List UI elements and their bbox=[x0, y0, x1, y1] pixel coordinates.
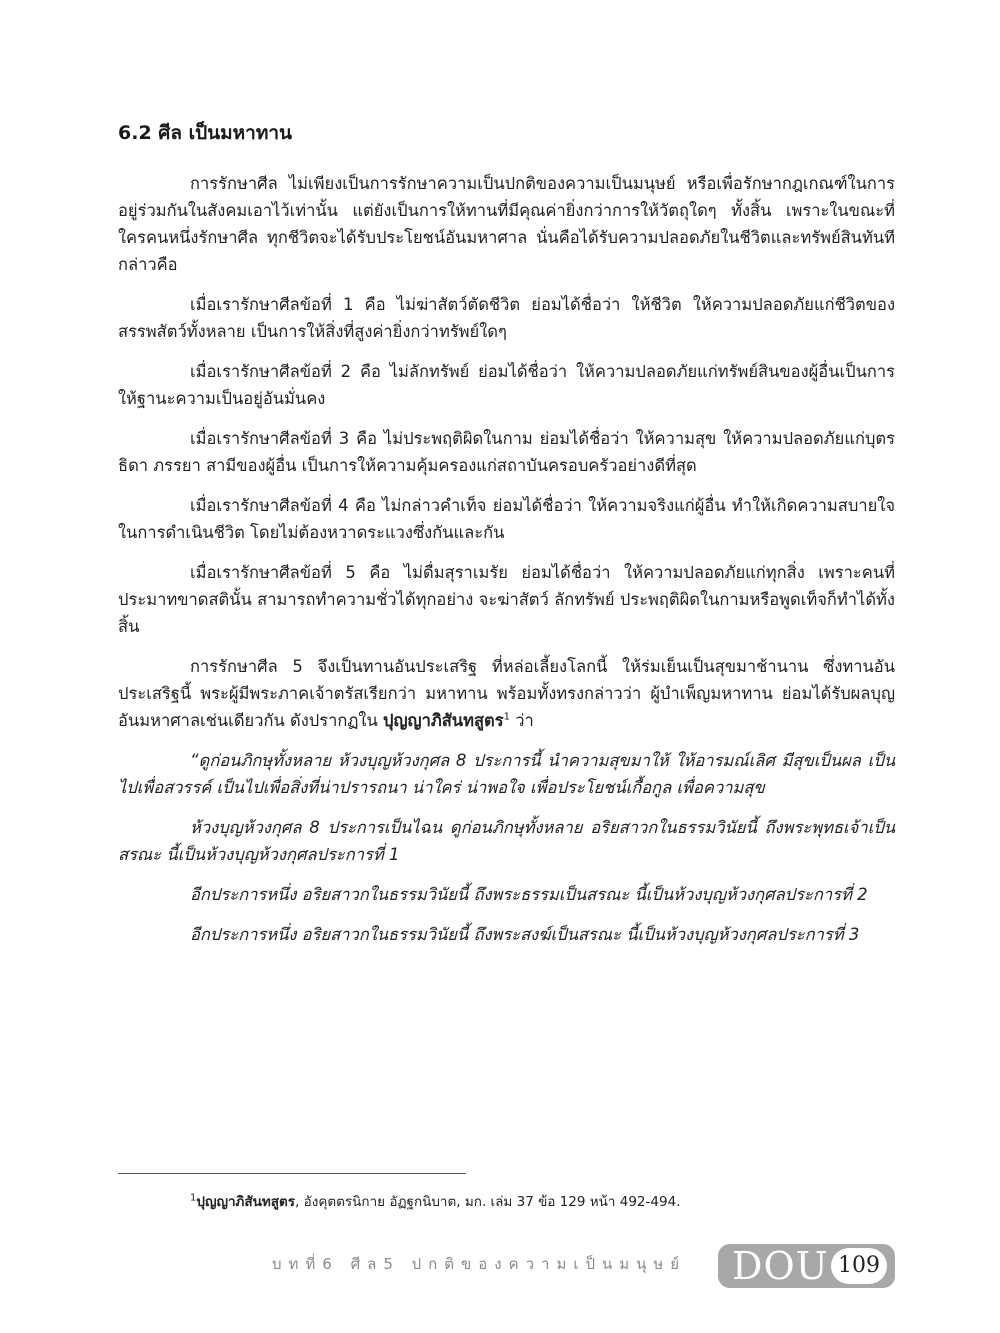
footnote-divider bbox=[118, 1173, 466, 1174]
paragraph-precept-3: เมื่อเรารักษาศีลข้อที่ 3 คือ ไม่ประพฤติผิดในกาม ย่อมได้ชื่อว่า ให้ความสุข ให้ความปลอดภัยแก่บุตร ธิดา ภรรยา สามีของผู้อื่น เป็นการให้ความคุ้มครองแก่สถาบันครอบครัวอย่างดีที่สุด bbox=[118, 429, 895, 475]
body-text bbox=[118, 170, 895, 961]
paragraph-summary bbox=[118, 653, 895, 734]
paragraph-precept-4: เมื่อเรารักษาศีลข้อที่ 4 คือ ไม่กล่าวคำเท็จ ย่อมได้ชื่อว่า ให้ความจริงแก่ผู้อื่น ทำให้เกิดความสบายใจในการดำเนินชีวิต โดยไม่ต้องหวาดระแวงซึ่งกันและกัน bbox=[118, 496, 895, 542]
summary-text: การรักษาศีล 5 จึงเป็นทานอันประเสริฐ ที่หล่อเลี้ยงโลกนี้ ให้ร่มเย็นเป็นสุขมาช้านาน ซึ่งทานอันประเสริฐนี้ พระผู้มีพระภาคเจ้าตรัสเรียกว่า มหาทาน พร้อมทั้งทรงกล่าวว่า ผู้บำเพ็ญมหาทาน ย่อมได้รับผลบุญอันมหาศาลเช่นเดียวกัน ดังปรากฏใน bbox=[118, 657, 895, 730]
paragraph-precept-2: เมื่อเรารักษาศีลข้อที่ 2 คือ ไม่ลักทรัพย์ ย่อมได้ชื่อว่า ให้ความปลอดภัยแก่ทรัพย์สินของผู้อื่นเป็นการให้ฐานะความเป็นอยู่อันมั่นคง bbox=[118, 362, 895, 408]
summary-tail: ว่า bbox=[509, 711, 534, 730]
paragraph-precept-1: เมื่อเรารักษาศีลข้อที่ 1 คือ ไม่ฆ่าสัตว์ตัดชีวิต ย่อมได้ชื่อว่า ให้ชีวิต ให้ความปลอดภัยแก่ชีวิตของสรรพสัตว์ทั้งหลาย เป็นการให้สิ่งที่สูงค่ายิ่งกว่าทรัพย์ใดๆ bbox=[118, 295, 895, 341]
footnote-text: , อังคุตตรนิกาย อัฏฐกนิบาต, มก. เล่ม 37 ข้อ 129 หน้า 492-494. bbox=[295, 1194, 681, 1210]
quote-paragraph-2: ห้วงบุญห้วงกุศล 8 ประการเป็นไฉน ดูก่อนภิกษุทั้งหลาย อริยสาวกในธรรมวินัยนี้ ถึงพระพุทธเจ้าเป็นสรณะ นี้เป็นห้วงบุญห้วงกุศลประการที่ 1 bbox=[118, 818, 895, 864]
paragraph-precept-5: เมื่อเรารักษาศีลข้อที่ 5 คือ ไม่ดื่มสุราเมรัย ย่อมได้ชื่อว่า ให้ความปลอดภัยแก่ทุกสิ่ง เพราะคนที่ประมาทขาดสตินั้น สามารถทำความชั่วได้ทุกอย่าง จะฆ่าสัตว์ ลักทรัพย์ ประพฤติผิดในกามหรือพูดเท็จก็ทำได้ทั้งสิ้น bbox=[118, 563, 895, 636]
footnote-reference[interactable]: 1 bbox=[503, 711, 510, 723]
dou-logo: DOU bbox=[732, 1244, 829, 1288]
paragraph-intro: การรักษาศีล ไม่เพียงเป็นการรักษาความเป็นปกติของความเป็นมนุษย์ หรือเพื่อรักษากฎเกณฑ์ในการอยู่ร่วมกันในสังคมเอาไว้เท่านั้น แต่ยังเป็นการให้ทานที่มีคุณค่ายิ่งกว่าการให้วัตถุใดๆ ทั้งสิ้น เพราะในขณะที่ใครคนหนึ่งรักษาศีล ทุกชีวิตจะได้รับประโยชน์อันมหาศาล นั่นคือได้รับความปลอดภัยในชีวิตและทรัพย์สินทันที กล่าวคือ bbox=[118, 174, 895, 274]
page-number: 109 bbox=[831, 1248, 887, 1284]
footnote-mark: 1 bbox=[190, 1192, 197, 1204]
quote-paragraph-1: “ดูก่อนภิกษุทั้งหลาย ห้วงบุญห้วงกุศล 8 ประการนี้ นำความสุขมาให้ ให้อารมณ์เลิศ มีสุขเป็นผล เป็นไปเพื่อสวรรค์ เป็นไปเพื่อสิ่งที่น่าปรารถนา น่าใคร่ น่าพอใจ เพื่อประโยชน์เกื้อกูล เพื่อความสุข bbox=[118, 751, 895, 797]
footnote-title: ปุญญาภิสันทสูตร bbox=[196, 1194, 296, 1210]
footnote bbox=[190, 1190, 680, 1212]
sutta-title: ปุญญาภิสันทสูตร bbox=[383, 711, 504, 730]
quote-paragraph-3: อีกประการหนึ่ง อริยสาวกในธรรมวินัยนี้ ถึงพระธรรมเป็นสรณะ นี้เป็นห้วงบุญห้วงกุศลประการที่ 2 bbox=[190, 885, 868, 904]
quote-paragraph-4: อีกประการหนึ่ง อริยสาวกในธรรมวินัยนี้ ถึงพระสงฆ์เป็นสรณะ นี้เป็นห้วงบุญห้วงกุศลประการที่ 3 bbox=[190, 925, 860, 944]
section-heading: 6.2 ศีล เป็นมหาทาน bbox=[118, 122, 293, 144]
running-footer: บทที่6 ศีล5 ปกติของความเป็นมนุษย์ bbox=[272, 1255, 687, 1273]
